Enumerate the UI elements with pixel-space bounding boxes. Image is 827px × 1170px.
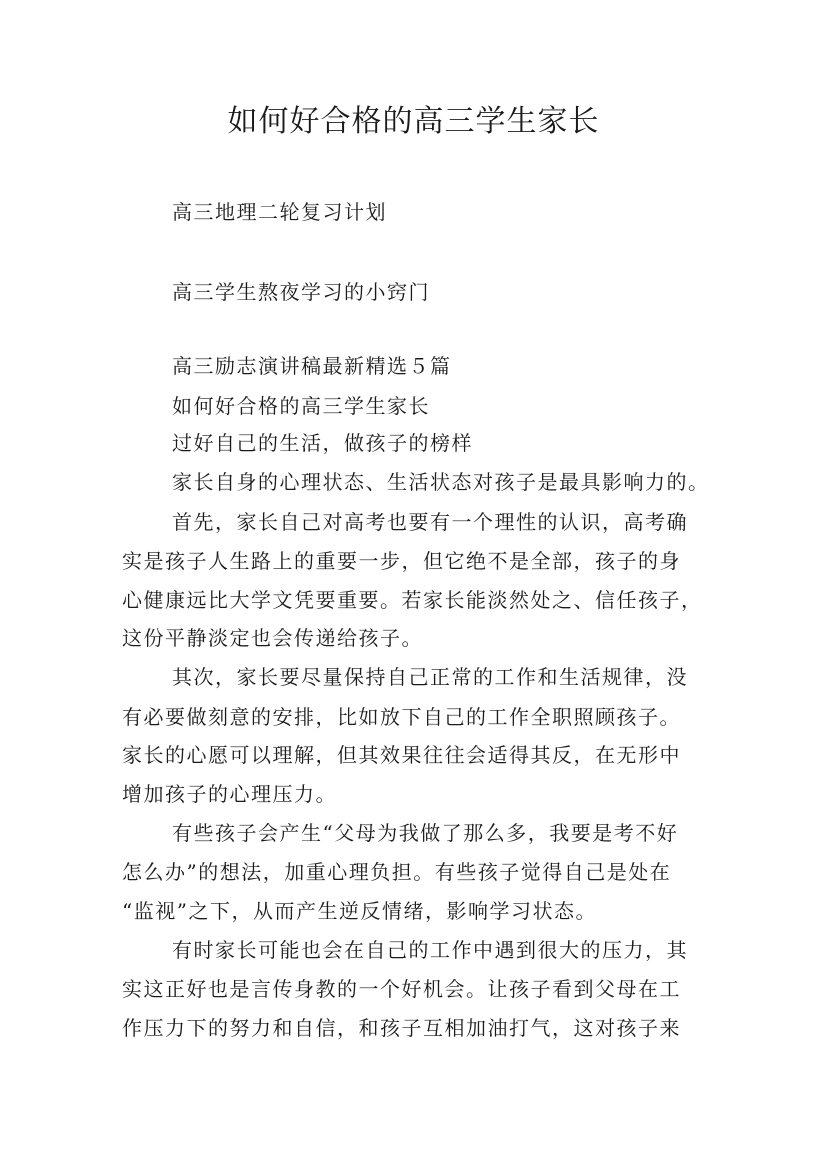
paragraph-2-line-2: 有必要做刻意的安排，比如放下自己的工作全职照顾孩子。	[122, 705, 681, 729]
paragraph-4-line-3: 作压力下的努力和自信，和孩子互相加油打气，这对孩子来	[122, 1016, 681, 1040]
related-link-2[interactable]: 高三学生熬夜学习的小窍门	[172, 280, 430, 304]
paragraph-2-line-3: 家长的心愿可以理解，但其效果往往会适得其反，在无形中	[122, 743, 681, 767]
lead-sentence: 家长自身的心理状态、生活状态对孩子是最具影响力的。	[172, 470, 710, 494]
paragraph-1-line-3: 心健康远比大学文凭要重要。若家长能淡然处之、信任孩子，	[122, 588, 703, 612]
article-subtitle: 如何好合格的高三学生家长	[172, 394, 430, 418]
paragraph-3-line-2: 怎么办”的想法，加重心理负担。有些孩子觉得自己是处在	[122, 860, 672, 884]
section-heading: 过好自己的生活，做孩子的榜样	[172, 431, 473, 455]
paragraph-2-line-4: 增加孩子的心理压力。	[122, 782, 337, 806]
document-title: 如何好合格的高三学生家长	[227, 104, 600, 139]
paragraph-1-line-2: 实是孩子人生路上的重要一步，但它绝不是全部，孩子的身	[122, 549, 681, 573]
related-link-1[interactable]: 高三地理二轮复习计划	[172, 200, 387, 224]
paragraph-4-line-2: 实这正好也是言传身教的一个好机会。让孩子看到父母在工	[122, 977, 681, 1001]
related-link-3[interactable]: 高三励志演讲稿最新精选５篇	[172, 354, 452, 378]
paragraph-1-line-1: 首先，家长自己对高考也要有一个理性的认识，高考确	[172, 510, 688, 534]
paragraph-2-line-1: 其次，家长要尽量保持自己正常的工作和生活规律，没	[172, 665, 688, 689]
paragraph-3-line-1: 有些孩子会产生“父母为我做了那么多，我要是考不好	[172, 821, 679, 845]
paragraph-4-line-1: 有时家长可能也会在自己的工作中遇到很大的压力，其	[172, 938, 688, 962]
paragraph-1-line-4: 这份平静淡定也会传递给孩子。	[122, 626, 423, 650]
paragraph-3-line-3: “监视”之下，从而产生逆反情绪，影响学习状态。	[122, 899, 597, 923]
